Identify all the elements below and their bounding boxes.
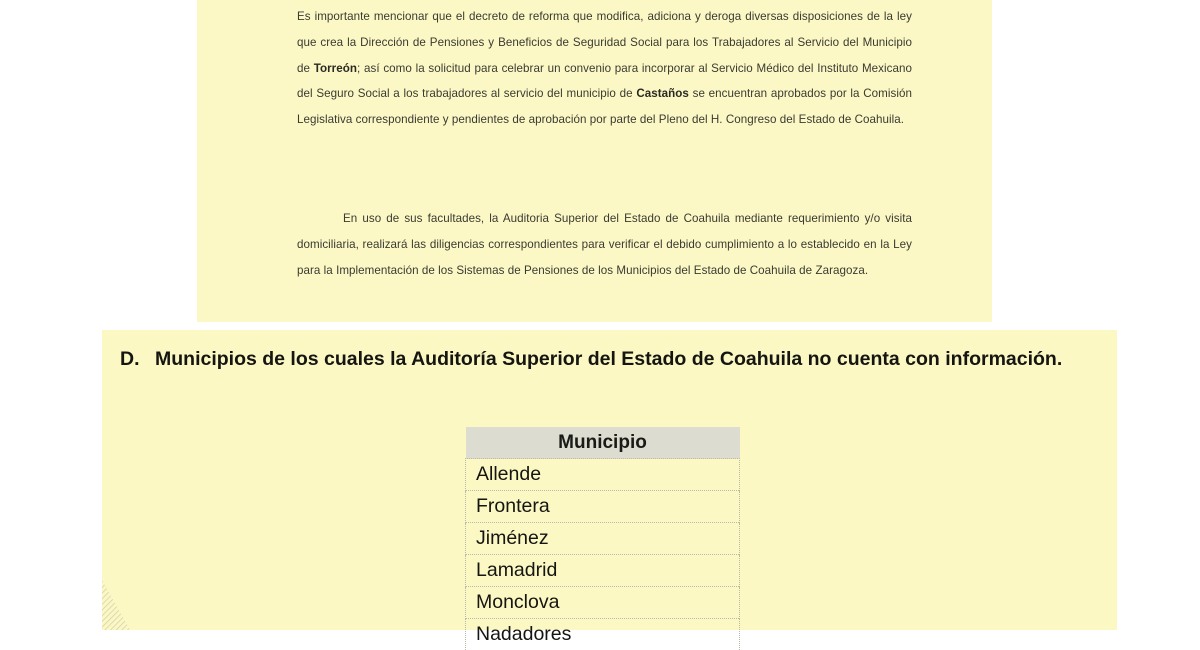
municipality-castanos: Castaños [636,87,689,100]
table-row [466,619,740,650]
paragraph-text-part-1: Es importante mencionar que el decreto de reforma que modifica, adiciona y deroga diversas disposiciones de la ley que crea la Dirección de Pensiones y Beneficios de Seguridad Social para los Trabajadores al Servicio del Municipio de [297,10,912,75]
paragraph-text-part-3: se encuentran aprobados por la Comisión Legislativa correspondiente y pendientes de aprobación por parte del Pleno del H. Congreso del Estado de Coahuila. [297,87,912,126]
paragraph-decree-status [297,4,912,133]
document-page-lower [102,330,1117,630]
municipio-cell: Lamadrid [466,555,740,587]
table-row [466,587,740,619]
municipio-cell: Monclova [466,587,740,619]
table-header-row [466,427,740,459]
document-page-upper [197,0,992,322]
municipality-torreon: Torreón [314,62,357,75]
municipio-cell: Allende [466,459,740,491]
section-title: Municipios de los cuales la Auditoría Superior del Estado de Coahuila no cuenta con información. [155,338,1100,381]
column-header-municipio: Municipio [466,427,740,459]
municipios-table [465,427,740,650]
table-row [466,491,740,523]
municipio-cell: Jiménez [466,523,740,555]
table-row [466,555,740,587]
paragraph-text-part-2: ; así como la solicitud para celebrar un convenio para incorporar al Servicio Médico del Instituto Mexicano del Seguro Social a los trabajadores al servicio del municipio de [297,62,912,101]
municipio-cell: Frontera [466,491,740,523]
table-row [466,459,740,491]
table-row [466,523,740,555]
paragraph-audit-powers: En uso de sus facultades, la Auditoria Superior del Estado de Coahuila mediante requerimiento y/o visita domiciliaria, realizará las diligencias correspondientes para verificar el debido cumplimiento a lo establecido en la Ley para la Implementación de los Sistemas de Pensiones de los Municipios del Estado de Coahuila de Zaragoza. [297,206,912,283]
section-letter: D. [120,338,140,381]
page-corner-shadow [102,570,142,630]
municipio-cell: Nadadores [466,619,740,650]
section-heading [120,338,1100,381]
